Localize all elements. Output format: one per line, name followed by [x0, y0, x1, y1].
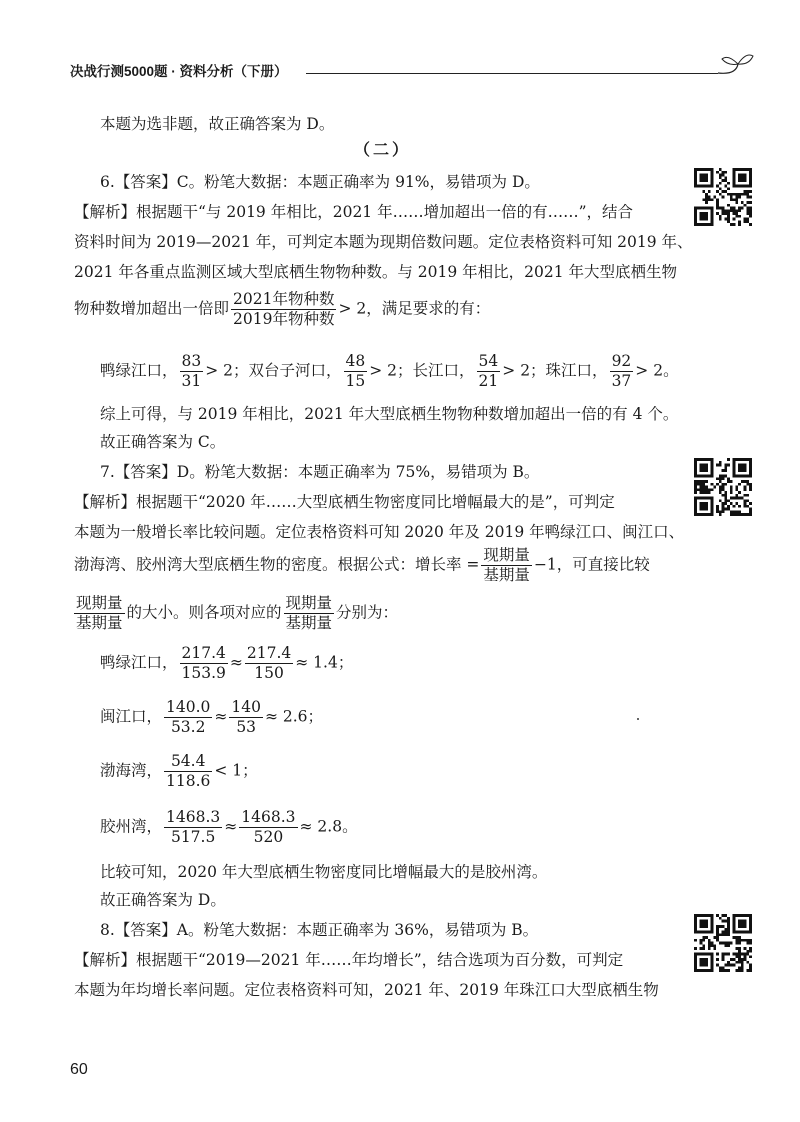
text-line: 【解析】根据题干“2020 年……大型底栖生物密度同比增幅最大的是”，可判定: [74, 493, 615, 511]
calc-line: [100, 808, 358, 847]
text-line: 2021 年各重点监测区域大型底栖生物物种数。与 2019 年相比，2021 年大型底栖生物: [74, 263, 678, 281]
fraction-denominator: 15: [345, 372, 366, 390]
fraction: [229, 698, 263, 737]
text-segment: ≈ 2.6；: [264, 707, 324, 726]
text-segment: ≈ 2.8。: [299, 817, 358, 836]
fraction: [344, 352, 368, 391]
text-line: 故正确答案为 C。: [100, 433, 226, 451]
fraction-denominator: 53.2: [170, 718, 206, 736]
fraction-numerator: 54: [478, 352, 499, 370]
answer-line-q6: 6.【答案】C。粉笔大数据：本题正确率为 91%，易错项为 D。: [100, 173, 540, 191]
formula-line: [74, 290, 490, 329]
text-line: 资料时间为 2019—2021 年，可判定本题为现期倍数问题。定位表格资料可知 2019 年、: [74, 233, 693, 251]
text-segment: 鸭绿江口，: [100, 653, 178, 672]
fraction-denominator: 150: [254, 664, 284, 682]
text-segment: 闽江口，: [100, 707, 163, 726]
sprout-icon: [716, 50, 756, 84]
calc-line: [100, 752, 258, 791]
stray-dot: [637, 718, 639, 720]
fraction: [284, 594, 335, 633]
fraction-denominator: 基期量: [483, 566, 530, 584]
fraction-numerator: 140.0: [166, 698, 211, 716]
text-segment: > 2。: [635, 361, 679, 380]
fraction-numerator: 现期量: [285, 594, 333, 612]
formula-line: [74, 546, 650, 585]
text-segment: 分别为：: [336, 603, 399, 622]
fraction-denominator: 520: [253, 828, 284, 846]
fraction-numerator: 92: [611, 352, 632, 370]
text-segment: ≈: [229, 653, 243, 672]
fraction-denominator: 基期量: [76, 614, 123, 632]
text-segment: > 2，满足要求的有：: [338, 299, 491, 318]
qr-code-icon[interactable]: [694, 914, 752, 972]
fraction-numerator: 217.4: [181, 644, 226, 662]
text-line: 本题为一般增长率比较问题。定位表格资料可知 2020 年及 2019 年鸭绿江口、闽江口、: [74, 523, 685, 541]
fraction: [180, 352, 204, 391]
text-line: 本题为年均增长率问题。定位表格资料可知，2021 年、2019 年珠江口大型底栖生物: [74, 981, 659, 999]
fraction: [481, 546, 532, 585]
fraction: [231, 290, 336, 329]
qr-code-icon[interactable]: [694, 458, 752, 516]
fraction-numerator: 217.4: [246, 644, 292, 662]
fraction-numerator: 现期量: [76, 594, 123, 612]
text-line: 【解析】根据题干“与 2019 年相比，2021 年……增加超出一倍的有……”，结合: [74, 203, 634, 221]
fraction-numerator: 2021年物种数: [233, 290, 335, 308]
fraction-denominator: 517.5: [170, 828, 216, 846]
text-segment: > 2；双台子河口，: [205, 361, 342, 380]
fraction-numerator: 54.4: [164, 752, 212, 772]
answer-line-q7: 7.【答案】D。粉笔大数据：本题正确率为 75%，易错项为 B。: [100, 463, 540, 481]
text-segment: ≈: [224, 817, 238, 836]
text-line: 比较可知，2020 年大型底栖生物密度同比增幅最大的是胶州湾。: [100, 863, 548, 881]
fraction: [239, 808, 297, 847]
fraction-numerator: 现期量: [483, 546, 530, 564]
text-line: 本题为选非题，故正确答案为 D。: [100, 115, 335, 133]
fraction-denominator: 37: [611, 372, 632, 390]
fraction-numerator: 1468.3: [166, 808, 221, 826]
page-number: 60: [70, 1061, 88, 1078]
fraction-denominator: 118.6: [166, 772, 211, 790]
section-heading: （二）: [354, 140, 412, 159]
header-title: 决战行测5000题 · 资料分析（下册）: [70, 64, 288, 79]
text-segment: 渤海湾，: [100, 761, 163, 780]
text-segment: 鸭绿江口，: [100, 361, 178, 380]
text-line: 综上可得，与 2019 年相比，2021 年大型底栖生物物种数增加超出一倍的有 4 个。: [100, 405, 679, 423]
fraction: [164, 752, 212, 791]
fraction-numerator: 1468.3: [241, 808, 296, 826]
fraction-numerator: 48: [345, 352, 366, 370]
text-segment: 物种数增加超出一倍即: [74, 299, 230, 318]
fraction: [477, 352, 501, 391]
text-segment: > 2；珠江口，: [502, 361, 608, 380]
text-segment: 胶州湾，: [100, 817, 163, 836]
formula-line: [72, 594, 398, 633]
fraction: [164, 698, 212, 737]
qr-code-icon[interactable]: [694, 168, 752, 226]
fraction: [164, 808, 222, 847]
text-segment: −1，可直接比较: [533, 555, 650, 574]
calc-line: [100, 698, 323, 737]
answer-line-q8: 8.【答案】A。粉笔大数据：本题正确率为 36%，易错项为 B。: [100, 921, 539, 939]
fraction-numerator: 83: [181, 352, 202, 370]
header-rule: [306, 73, 718, 74]
text-segment: 渤海湾、胶州湾大型底栖生物的密度。根据公式：增长率 =: [74, 555, 480, 574]
calc-line: [100, 644, 353, 683]
text-line: 故正确答案为 D。: [100, 891, 226, 909]
text-segment: ≈ 1.4；: [295, 653, 354, 672]
fraction-denominator: 31: [181, 372, 202, 390]
fraction: [610, 352, 634, 391]
fraction: [180, 644, 228, 683]
formula-line: [100, 352, 679, 391]
fraction-denominator: 53: [236, 718, 257, 736]
fraction-denominator: 2019年物种数: [233, 310, 335, 328]
text-segment: < 1；: [214, 761, 258, 780]
fraction-numerator: 140: [231, 698, 261, 716]
text-line: 【解析】根据题干“2019—2021 年……年均增长”，结合选项为百分数，可判定: [74, 951, 624, 969]
text-segment: ≈: [214, 707, 228, 726]
fraction-denominator: 21: [478, 372, 499, 390]
fraction: [74, 594, 125, 633]
fraction: [245, 644, 293, 683]
fraction-denominator: 153.9: [181, 664, 226, 682]
fraction-denominator: 基期量: [285, 614, 333, 632]
text-segment: > 2；长江口，: [369, 361, 475, 380]
text-segment: 的大小。则各项对应的: [126, 603, 282, 622]
